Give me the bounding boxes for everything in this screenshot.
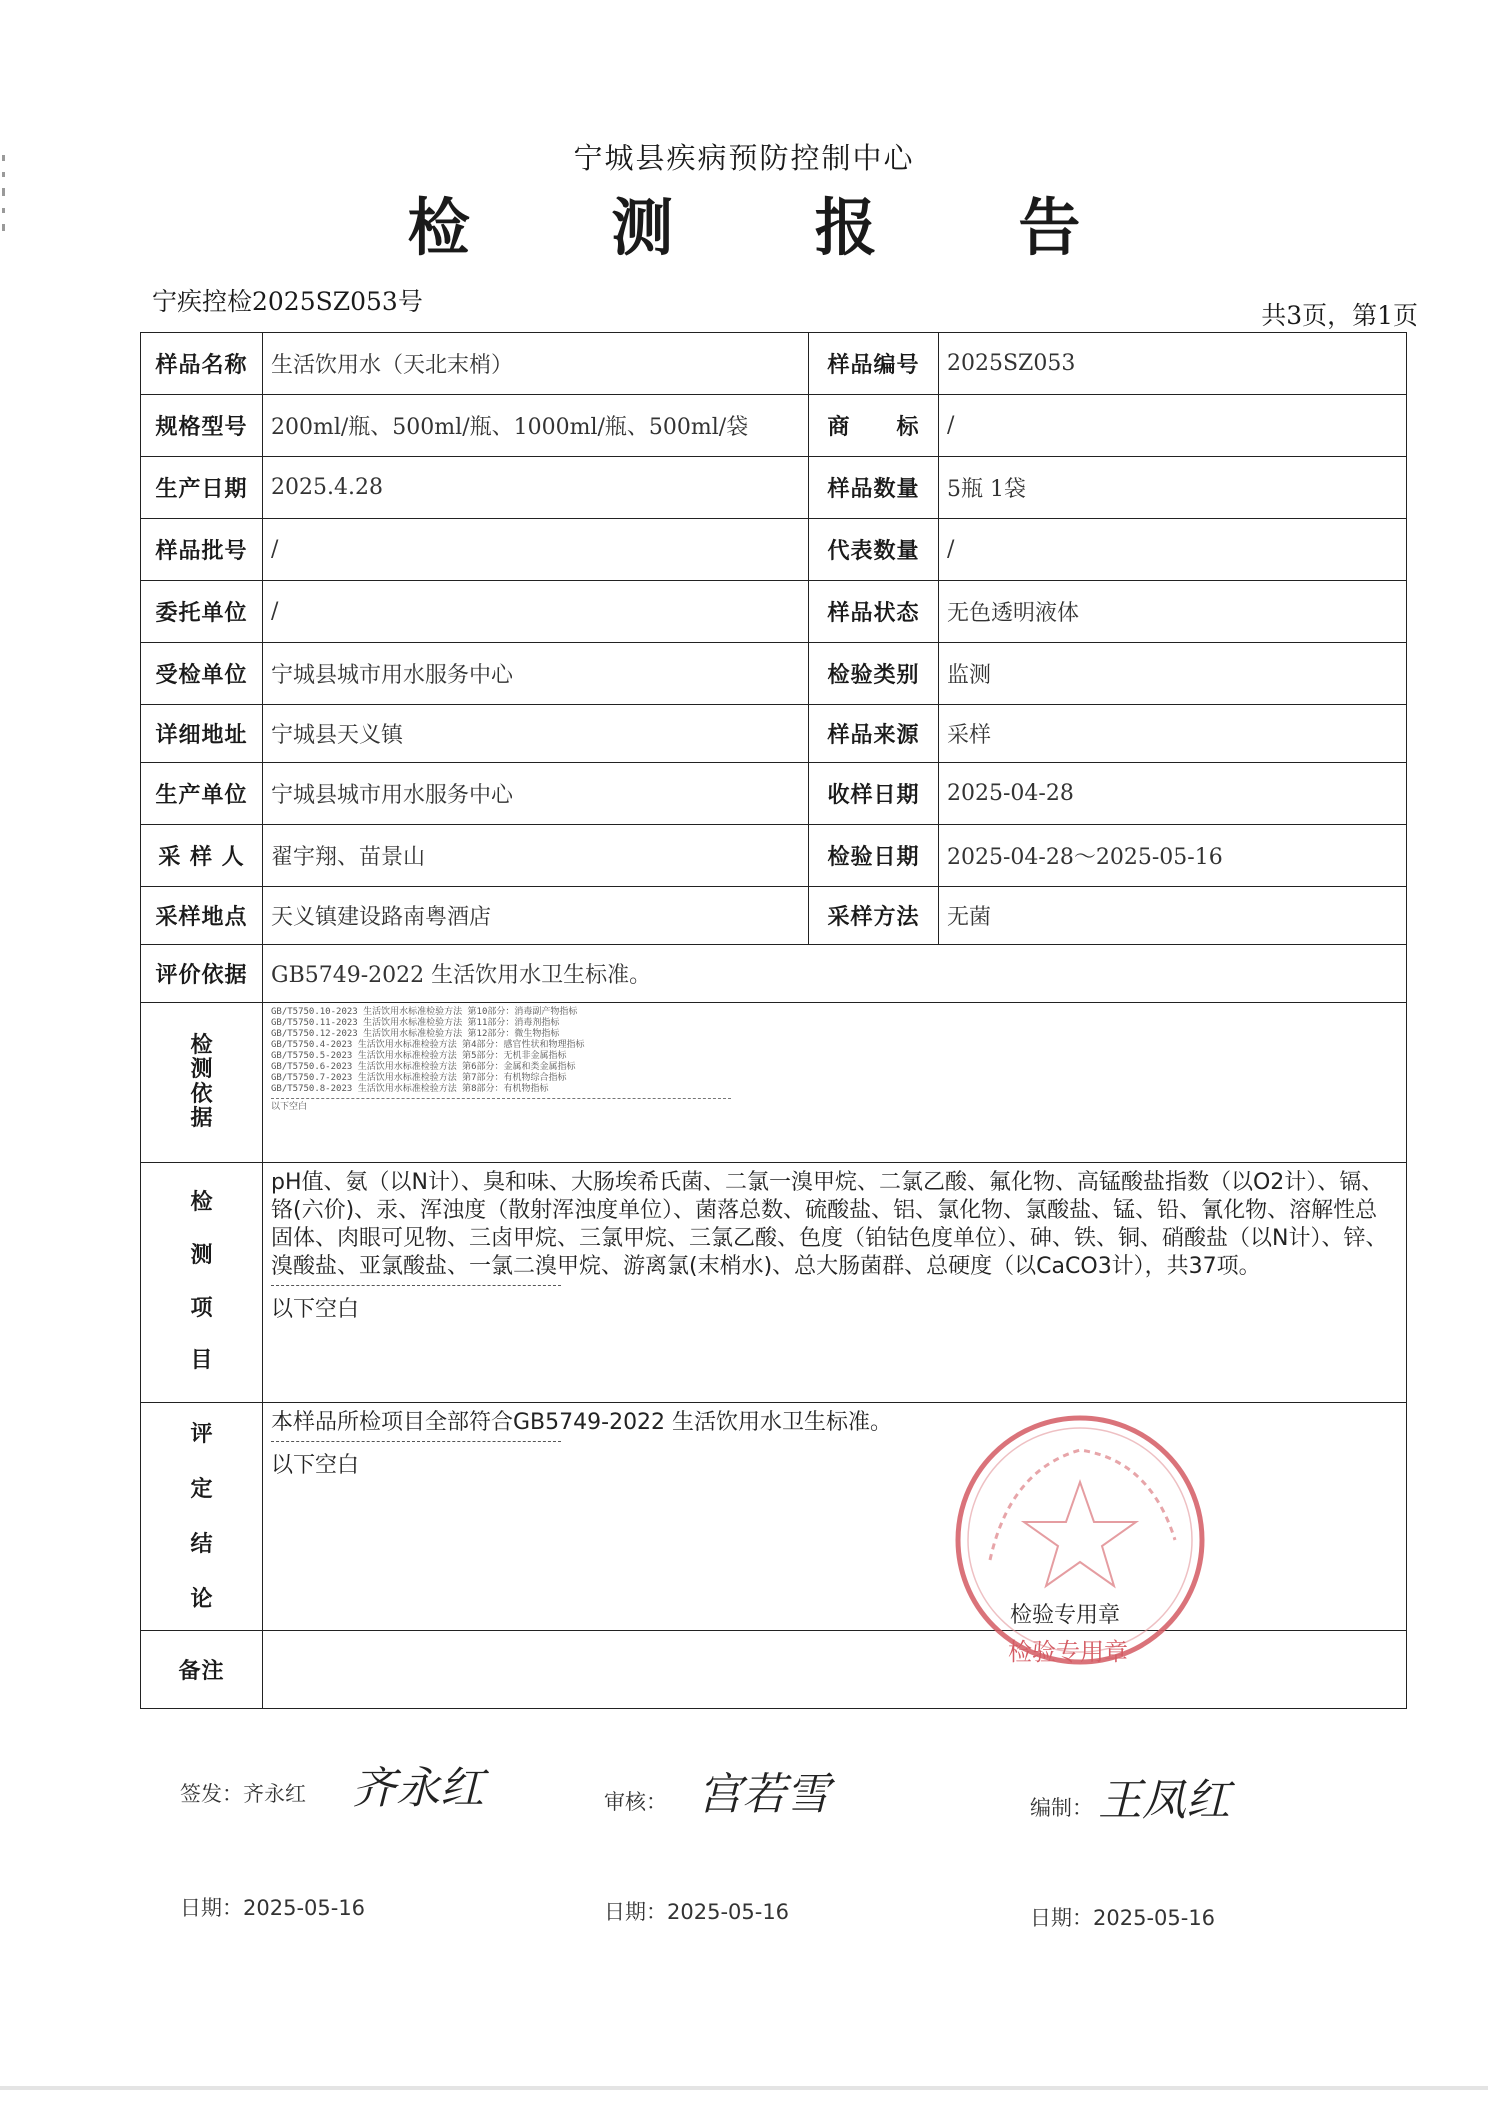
sample-name-label: 样品名称 xyxy=(141,333,263,395)
test-items-label-char: 项 xyxy=(190,1295,213,1321)
issuer-label: 签发： xyxy=(180,1782,243,1806)
address-value: 宁城县天义镇 xyxy=(263,705,809,763)
producer-value: 宁城县城市用水服务中心 xyxy=(263,763,809,825)
address-label: 详细地址 xyxy=(141,705,263,763)
standard-line: GB/T5750.4-2023 生活饮用水标准检验方法 第4部分：感官性状和物理指标 xyxy=(271,1040,585,1050)
conclusion-label-char: 论 xyxy=(190,1586,213,1612)
report-title: 检 测 报 告 xyxy=(407,191,1141,264)
blank-below-note: 以下空白 xyxy=(271,1297,360,1322)
rep-qty-label: 代表数量 xyxy=(809,519,939,581)
scan-edge xyxy=(0,2086,1488,2090)
client-value: / xyxy=(263,581,809,643)
issuer-name: 齐永红 xyxy=(243,1782,306,1806)
conclusion-label-char: 定 xyxy=(190,1476,213,1502)
issuer-signature: 齐永红 xyxy=(352,1763,484,1814)
test-items-text: pH值、氨（以N计）、臭和味、大肠埃希氏菌、二氯一溴甲烷、二氯乙酸、氟化物、高锰酸盐指数（以O2计）、镉、铬(六价)、汞、浑浊度（散射浑浊度单位）、菌落总数、硫酸盐、铝、氯化物、氯酸盐、锰、铅、氰化物、溶解性总固体、肉眼可见物、三卤甲烷、三氯甲烷、三氯乙酸、色度（铂钴色度单位）、砷、铁、铜、硝酸盐（以N计）、锌、溴酸盐、亚氯酸盐、一氯二溴甲烷、游离氯(末梢水)、总大肠菌群、总硬度（以CaCO3计），共37项。 xyxy=(271,1170,1388,1279)
date-value: 2025-05-16 xyxy=(243,1896,366,1920)
sample-no-label: 样品编号 xyxy=(809,333,939,395)
conclusion-label-char: 结 xyxy=(190,1531,213,1557)
test-items-label-char: 目 xyxy=(190,1348,213,1374)
received-value: 2025-04-28 xyxy=(939,763,1407,825)
editor-signature: 王凤红 xyxy=(1098,1775,1230,1826)
state-label: 样品状态 xyxy=(809,581,939,643)
sampler-value: 翟宇翔、苗景山 xyxy=(263,825,809,887)
remarks-label: 备注 xyxy=(141,1631,263,1709)
date-label: 日期： xyxy=(604,1900,667,1924)
brand-value: / xyxy=(939,395,1407,457)
method-label: 采样方法 xyxy=(809,887,939,945)
standard-line: GB/T5750.12-2023 生活饮用水标准检验方法 第12部分：微生物指标 xyxy=(271,1029,560,1039)
source-value: 采样 xyxy=(939,705,1407,763)
dashed-separator xyxy=(271,1098,731,1099)
brand-label: 商 标 xyxy=(809,395,939,457)
standard-line: GB/T5750.10-2023 生活饮用水标准检验方法 第10部分：消毒副产物指标 xyxy=(271,1007,578,1017)
page-info: 共3页，第1页 xyxy=(1261,301,1418,330)
method-value: 无菌 xyxy=(939,887,1407,945)
inspected-value: 宁城县城市用水服务中心 xyxy=(263,643,809,705)
spec-value: 200ml/瓶、500ml/瓶、1000ml/瓶、500ml/袋 xyxy=(263,395,809,457)
test-basis-content xyxy=(263,1003,1407,1163)
report-table xyxy=(140,332,1407,1709)
test-basis-label xyxy=(141,1003,263,1163)
prod-date-label: 生产日期 xyxy=(141,457,263,519)
test-items-label-char: 测 xyxy=(190,1242,213,1268)
date-value: 2025-05-16 xyxy=(667,1900,790,1924)
remarks-value xyxy=(263,1631,1407,1709)
inspected-label: 受检单位 xyxy=(141,643,263,705)
dashed-separator xyxy=(271,1285,561,1286)
editor-label: 编制： xyxy=(1030,1796,1093,1820)
test-items-content xyxy=(263,1163,1407,1403)
client-label: 委托单位 xyxy=(141,581,263,643)
basis-value: GB5749-2022 生活饮用水卫生标准。 xyxy=(263,945,1407,1003)
organization-name: 宁城县疾病预防控制中心 xyxy=(573,141,915,175)
basis-label: 评价依据 xyxy=(141,945,263,1003)
quantity-value: 5瓶 1袋 xyxy=(939,457,1407,519)
date-label: 日期： xyxy=(1030,1906,1093,1930)
location-label: 采样地点 xyxy=(141,887,263,945)
source-label: 样品来源 xyxy=(809,705,939,763)
sampler-label: 采 样 人 xyxy=(141,825,263,887)
reviewer-signature: 宫若雪 xyxy=(698,1769,830,1820)
issuer-date xyxy=(180,1892,365,1922)
test-basis-label-char: 依 xyxy=(190,1081,213,1107)
producer-label: 生产单位 xyxy=(141,763,263,825)
received-label: 收样日期 xyxy=(809,763,939,825)
standard-line: GB/T5750.11-2023 生活饮用水标准检验方法 第11部分：消毒剂指标 xyxy=(271,1018,560,1028)
seal-inner-text: 检验专用章 xyxy=(1008,1638,1128,1666)
category-value: 监测 xyxy=(939,643,1407,705)
rep-qty-value: / xyxy=(939,519,1407,581)
test-items-label xyxy=(141,1163,263,1403)
spec-label: 规格型号 xyxy=(141,395,263,457)
prod-date-value: 2025.4.28 xyxy=(263,457,809,519)
date-value: 2025-05-16 xyxy=(1093,1906,1216,1930)
quantity-label: 样品数量 xyxy=(809,457,939,519)
report-number: 宁疾控检2025SZ053号 xyxy=(152,287,423,316)
conclusion-content xyxy=(263,1403,1407,1631)
dashed-separator xyxy=(271,1441,561,1442)
date-label: 日期： xyxy=(180,1896,243,1920)
conclusion-label-char: 评 xyxy=(190,1421,213,1447)
reviewer-label: 审核： xyxy=(604,1790,667,1814)
location-value: 天义镇建设路南粤酒店 xyxy=(263,887,809,945)
test-basis-label-char: 检 xyxy=(190,1033,213,1059)
test-basis-label-char: 测 xyxy=(190,1057,213,1083)
batch-value: / xyxy=(263,519,809,581)
standard-line: GB/T5750.5-2023 生活饮用水标准检验方法 第5部分：无机非金属指标 xyxy=(271,1051,567,1061)
issuer-block xyxy=(180,1778,306,1808)
standard-line: GB/T5750.6-2023 生活饮用水标准检验方法 第6部分：金属和类金属指标 xyxy=(271,1062,576,1072)
category-label: 检验类别 xyxy=(809,643,939,705)
test-date-label: 检验日期 xyxy=(809,825,939,887)
seal-caption: 检验专用章 xyxy=(1010,1603,1121,1628)
official-seal xyxy=(950,1410,1210,1670)
test-basis-label-char: 据 xyxy=(190,1105,213,1131)
conclusion-label xyxy=(141,1403,263,1631)
test-date-value: 2025-04-28～2025-05-16 xyxy=(939,825,1407,887)
test-items-label-char: 检 xyxy=(190,1189,213,1215)
conclusion-text: 本样品所检项目全部符合GB5749-2022 生活饮用水卫生标准。 xyxy=(271,1410,893,1435)
batch-label: 样品批号 xyxy=(141,519,263,581)
reviewer-date xyxy=(604,1896,789,1926)
standard-line: GB/T5750.8-2023 生活饮用水标准检验方法 第8部分：有机物指标 xyxy=(271,1084,549,1094)
sample-name-value: 生活饮用水（天北末梢） xyxy=(263,333,809,395)
editor-date xyxy=(1030,1902,1215,1932)
blank-below-note: 以下空白 xyxy=(271,1102,308,1112)
blank-below-note: 以下空白 xyxy=(271,1453,360,1478)
sample-no-value: 2025SZ053 xyxy=(939,333,1407,395)
standard-line: GB/T5750.7-2023 生活饮用水标准检验方法 第7部分：有机物综合指标 xyxy=(271,1073,567,1083)
state-value: 无色透明液体 xyxy=(939,581,1407,643)
